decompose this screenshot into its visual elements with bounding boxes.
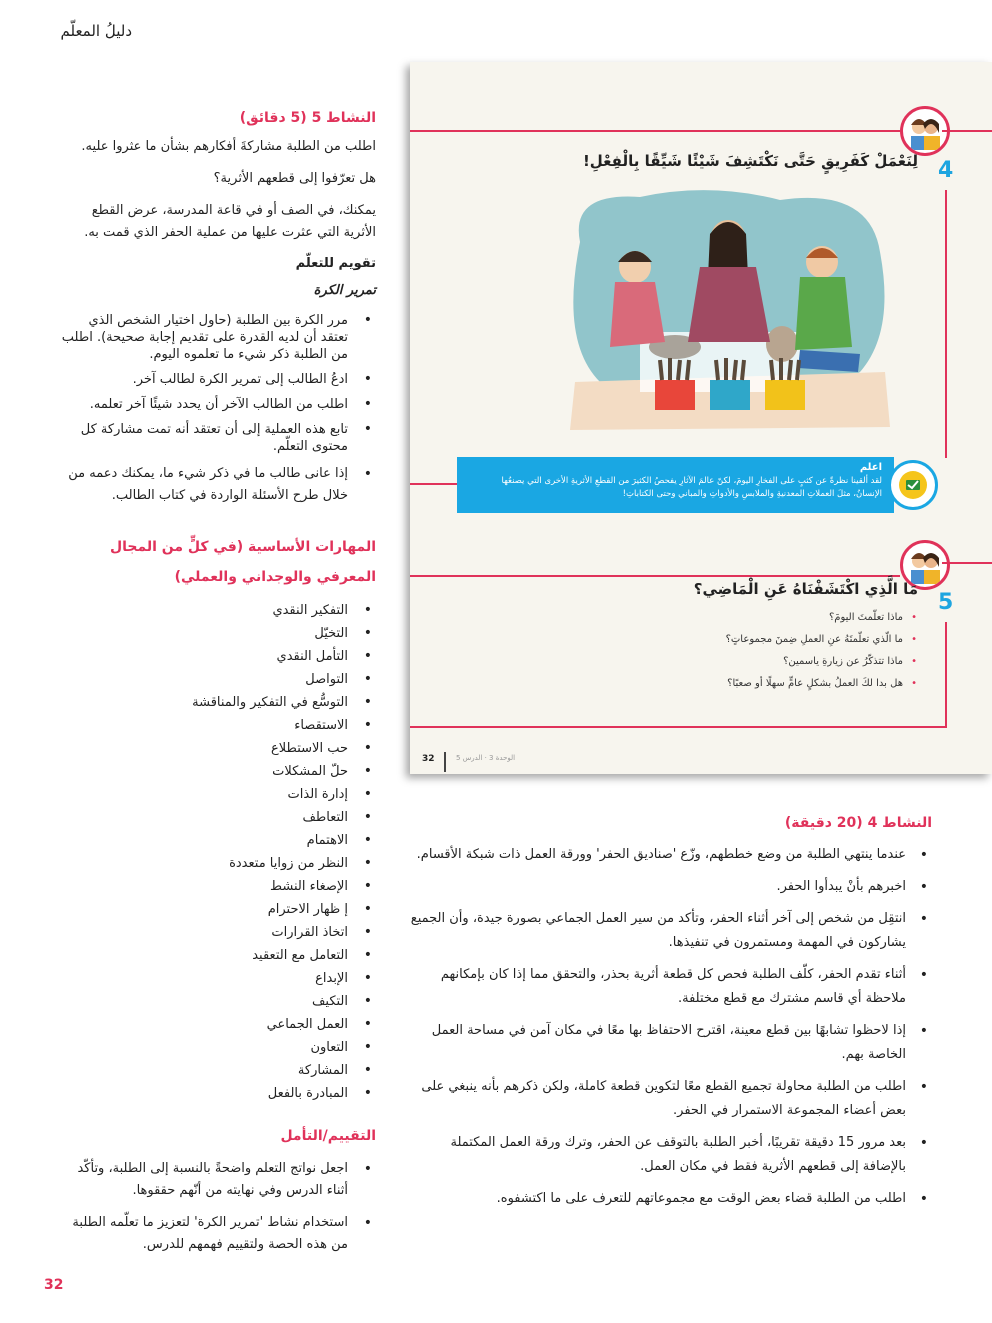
- skill-item: • التخيّل: [60, 625, 376, 642]
- activity4-item: • إذا لاحظوا تشابهًا بين قطع معينة، اقترح الاحتفاظ بها معًا في مكان آمن في مساحة العمل الخاصة بهم.: [410, 1019, 932, 1067]
- skill-item: • حب الاستطلاع: [60, 740, 376, 757]
- know-box-connector: [410, 483, 457, 485]
- activity5-paragraph: اطلب من الطلبة مشاركةَ أفكارهم بشأن ما عثروا عليه.: [81, 139, 376, 154]
- section4-top-line: [410, 130, 900, 132]
- activity5-section: [60, 110, 376, 515]
- skills-section: [60, 532, 376, 1108]
- activity4-item: • أثناء تقدم الحفر، كلّف الطلبة فحص كل قطعة أثرية بحذر، والتحقق مما إذا كان بإمكانهم ملاحظة أي قاسم مشترك مع قطع مختلفة.: [410, 963, 932, 1011]
- skills-list: [60, 602, 376, 1102]
- skill-item: • اتخاذ القرارات: [60, 924, 376, 941]
- children-digging-illustration: [560, 182, 890, 432]
- skill-item: • التعاطف: [60, 809, 376, 826]
- skill-item: • المشاركة: [60, 1062, 376, 1079]
- skill-item: • الاستقصاء: [60, 717, 376, 734]
- skill-item: • التوسُّع في التفكير والمناقشة: [60, 694, 376, 711]
- skill-item: • المبادرة بالفعل: [60, 1085, 376, 1102]
- skill-item: • حلّ المشكلات: [60, 763, 376, 780]
- activity4-section: [410, 815, 932, 1219]
- activity4-item: • بعد مرور 15 دقيقة تقريبًا، أخبر الطلبة بالتوقف عن الحفر، وترك ورقة العمل المكتملة بالإضافة إلى قطعهم الأثرية فقط في مكان العمل.: [410, 1131, 932, 1179]
- skill-item: • الإبداع: [60, 970, 376, 987]
- know-badge-icon: [888, 460, 938, 510]
- skills-title: المهارات الأساسية (في كلٍّ من المجال المعرفي والوجداني والعملي): [109, 539, 376, 585]
- section4-side-line: [945, 190, 947, 458]
- section4-right-line: [942, 130, 992, 132]
- reflection-list: [60, 1158, 376, 1256]
- activity5-paragraph: يمكنك، في الصف أو في قاعة المدرسة، عرض القطع الأثرية التي عثرت عليها من عملية الحفر الذي قمت به.: [84, 203, 376, 240]
- section4-number: 4: [938, 158, 954, 183]
- assessment-list: [60, 312, 376, 507]
- guide-header-title: دليلُ المعلّم: [60, 22, 132, 40]
- question-item: • ما الّذي تعلّمتَهُ عنِ العملِ ضِمنَ مجموعاتٍ؟: [657, 629, 917, 651]
- page-number: 32: [44, 1277, 64, 1293]
- skill-item: • التفكير النقدي: [60, 602, 376, 619]
- know-box-title: اعلم: [859, 462, 882, 473]
- assessment-subtitle: تمرير الكرة: [313, 283, 376, 298]
- skill-item: • العمل الجماعي: [60, 1016, 376, 1033]
- section4-title: لِنَعْمَلْ كَفَرِيقٍ حَتَّى نَكْتَشِفَ شَيْئًا شَيِّقًا بِالْفِعْلِ!: [582, 152, 918, 170]
- activity5-title: النشاط 5 (5 دقائق): [239, 110, 376, 126]
- assessment-item: • ادعُ الطالب إلى تمرير الكرة لطالب آخر.: [60, 371, 376, 388]
- reflection-item: • استخدام نشاط 'تمرير الكرة' لتعزيز ما تعلّمه الطلبة من هذه الحصة ولتقييم فهمهم للدرس.: [60, 1212, 376, 1256]
- section5-number: 5: [938, 590, 954, 615]
- skill-item: • التكيف: [60, 993, 376, 1010]
- assessment-item: • تابع هذه العملية إلى أن تعتقد أنه تمت مشاركة كل محتوى التعلّم.: [60, 421, 376, 455]
- question-item: • هل بدا لكَ العملُ بشكلٍ عامٍّ سهلًا أو صعبًا؟: [657, 673, 917, 695]
- skill-item: • التأمل النقدي: [60, 648, 376, 665]
- skill-item: • التعامل مع التعقيد: [60, 947, 376, 964]
- skill-item: • النظر من زوايا متعددة: [60, 855, 376, 872]
- activity4-item: • اخبرهم بأنْ يبدأوا الحفر.: [410, 875, 932, 899]
- skill-item: • إ ظهار الاحترام: [60, 901, 376, 918]
- activity4-item: • انتقِل من شخص إلى آخر أثناء الحفر، وتأكد من سير العمل الجماعي بصورة جيدة، وأن الجميع يشاركون في المهمة ومستمرون في تنفيذها.: [410, 907, 932, 955]
- skill-item: • التعاون: [60, 1039, 376, 1056]
- question-item: • ماذا تتذكّرُ عن زيارةِ ياسمين؟: [657, 651, 917, 673]
- activity4-item: • اطلب من الطلبة قضاء بعض الوقت مع مجموعاتهم للتعرف على ما اكتشفوه.: [410, 1187, 932, 1211]
- section5-right-line: [942, 562, 992, 564]
- skill-item: • إدارة الذات: [60, 786, 376, 803]
- question-item: • ماذا تعلّمتَ اليومَ؟: [657, 607, 917, 629]
- activity5-paragraph: هل تعرّفوا إلى قطعهم الأثرية؟: [213, 171, 376, 186]
- reflection-title: التقييم/التأمل: [280, 1128, 376, 1144]
- assessment-item: • إذا عانى طالب ما في ذكر شيء ما، يمكنك دعمه من خلال طرح الأسئلة الواردة في كتاب الطالب.: [60, 463, 376, 507]
- activity4-item: • عندما ينتهي الطلبة من وضع خططهم، وزّع 'صناديق الحفر' وورقة العمل ذات شبكة الأقسام.: [410, 843, 932, 867]
- reflection-item: • اجعل نواتج التعلم واضحةً بالنسبة إلى الطلبة، وتأكّد أثناء الدرس وفي نهايته من أنّهم حققوها.: [60, 1158, 376, 1202]
- reflection-questions-list: [657, 607, 917, 695]
- student-book-page: [410, 62, 992, 774]
- section5-bottom-line: [410, 726, 947, 728]
- book-page-number: 32: [422, 754, 435, 764]
- section5-side-line: [945, 622, 947, 728]
- activity4-item: • اطلب من الطلبة محاولة تجميع القطع معًا لتكوين قطعة كاملة، ولكن ذكرهم بأنه ينبغي على بعض أعضاء المجموعة الاستمرار في الحفر.: [410, 1075, 932, 1123]
- reflection-section: [60, 1128, 376, 1264]
- assessment-item: • اطلب من الطالب الآخر أن يحدد شيئًا آخر تعلمه.: [60, 396, 376, 413]
- section5-title: مَا الَّذِي اكْتَشَفْنَاهُ عَنِ الْمَاضِي؟: [693, 580, 918, 598]
- activity4-title: النشاط 4 (20 دقيقة): [784, 815, 932, 831]
- assessment-title: تقويم للتعلّم: [295, 256, 376, 271]
- section5-top-line: [410, 575, 900, 577]
- assessment-item: • مرر الكرة بين الطلبة (حاول اختيار الشخص الذي تعتقد أن لديه القدرة على تقديم إجابة صحيحة). اطلب من الطلبة ذكر شيء ما تعلموه اليوم.: [60, 312, 376, 363]
- know-box-text: لقد ألقينا نظرةً عن كثبٍ على الفخارِ اليومَ، لكنّ عالمَ الآثارِ يفحصُ الكثيرَ من القطعِ الأثريةِ الأخرى التي يصنعُها الإنسانُ، مثلَ العملاتِ المعدنيةِ والملابسِ والأدواتِ والمباني وحتى الكتاباتِ!: [501, 476, 882, 499]
- book-footer-divider: [444, 752, 446, 772]
- skill-item: • التواصل: [60, 671, 376, 688]
- skill-item: • الإصغاء النشط: [60, 878, 376, 895]
- know-box: [457, 457, 894, 513]
- skill-item: • الاهتمام: [60, 832, 376, 849]
- activity4-list: [410, 843, 932, 1211]
- book-footer-text: الوحدة 3 · الدرس 5: [456, 754, 516, 762]
